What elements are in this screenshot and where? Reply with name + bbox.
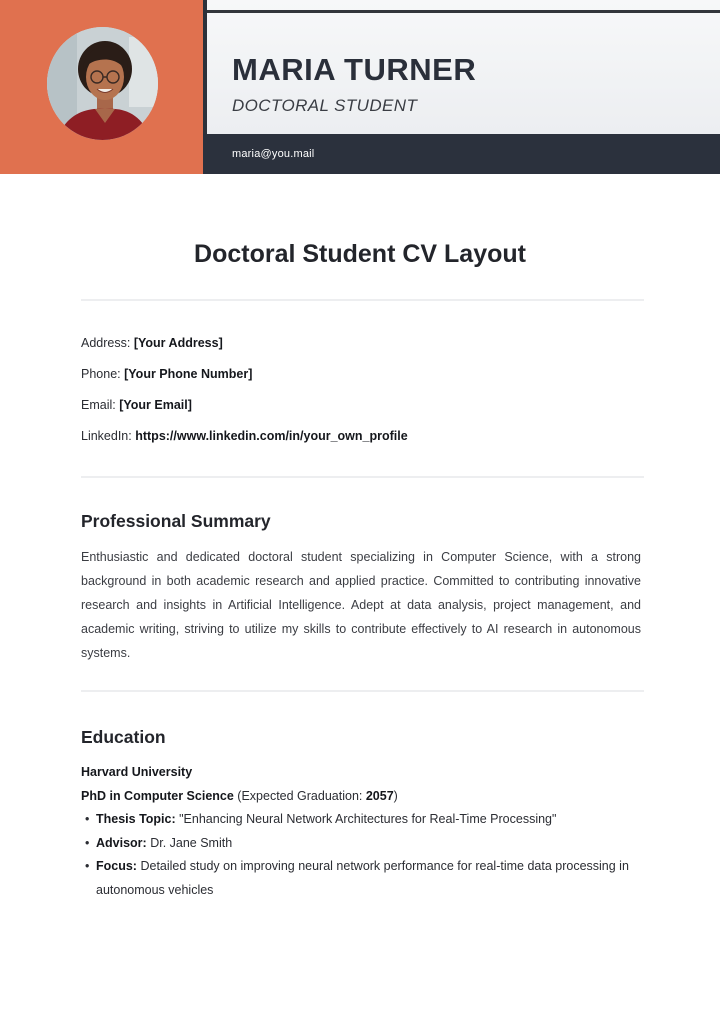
graduation-suffix: ) <box>393 789 398 803</box>
contact-linkedin <box>81 429 408 443</box>
graduation-year: 2057 <box>365 789 394 803</box>
list-item <box>81 808 641 832</box>
cv-header <box>0 0 720 174</box>
document-title: Doctoral Student CV Layout <box>194 240 526 268</box>
contact-email <box>81 398 192 412</box>
linkedin-label: LinkedIn: <box>81 429 132 443</box>
address-value: [Your Address] <box>133 336 223 350</box>
education-details-list <box>81 808 641 902</box>
address-label: Address: <box>81 336 131 350</box>
person-role: DOCTORAL STUDENT <box>232 96 418 115</box>
avatar <box>47 27 158 140</box>
email-value[interactable]: [Your Email] <box>119 398 192 412</box>
header-divider <box>203 0 207 134</box>
email-label: Email: <box>81 398 116 412</box>
focus-text: Detailed study on improving neural network performance for real-time data processing in autonomous vehicles <box>96 859 629 897</box>
header-email[interactable]: maria@you.mail <box>232 148 315 160</box>
divider <box>81 476 644 478</box>
contact-phone <box>81 367 252 381</box>
institution-name: Harvard University <box>81 765 193 779</box>
phone-label: Phone: <box>81 367 121 381</box>
thesis-text: "Enhancing Neural Network Architectures for Real-Time Processing" <box>179 812 557 826</box>
email-bar <box>203 134 720 174</box>
graduation-prefix: (Expected Graduation: <box>237 789 363 803</box>
profile-photo-icon <box>47 27 158 140</box>
divider <box>81 690 644 692</box>
thesis-label: Thesis Topic: <box>96 812 176 826</box>
degree-name: PhD in Computer Science <box>81 789 234 803</box>
advisor-label: Advisor: <box>96 835 147 850</box>
list-item <box>81 855 641 902</box>
linkedin-link[interactable]: https://www.linkedin.com/in/your_own_profile <box>135 429 408 443</box>
contact-address <box>81 336 223 350</box>
advisor-text: Dr. Jane Smith <box>150 835 233 850</box>
summary-text: Enthusiastic and dedicated doctoral student specializing in Computer Science, with a strong background in both academic research and applied practice. Committed to contributing innovative research and insights in Artificial Intelligence. Adept at data analysis, project management, and academic writing, striving to utilize my skills to contribute effectively to AI research in autonomous systems. <box>81 550 641 660</box>
education-degree-line <box>81 789 398 803</box>
summary-heading: Professional Summary <box>81 511 271 531</box>
header-top-line <box>203 10 720 13</box>
education-institution <box>81 765 192 779</box>
divider <box>81 299 644 301</box>
education-heading: Education <box>81 727 166 747</box>
person-name: MARIA TURNER <box>232 52 477 87</box>
phone-value: [Your Phone Number] <box>124 367 253 381</box>
list-item <box>81 832 641 856</box>
focus-label: Focus: <box>96 859 137 873</box>
